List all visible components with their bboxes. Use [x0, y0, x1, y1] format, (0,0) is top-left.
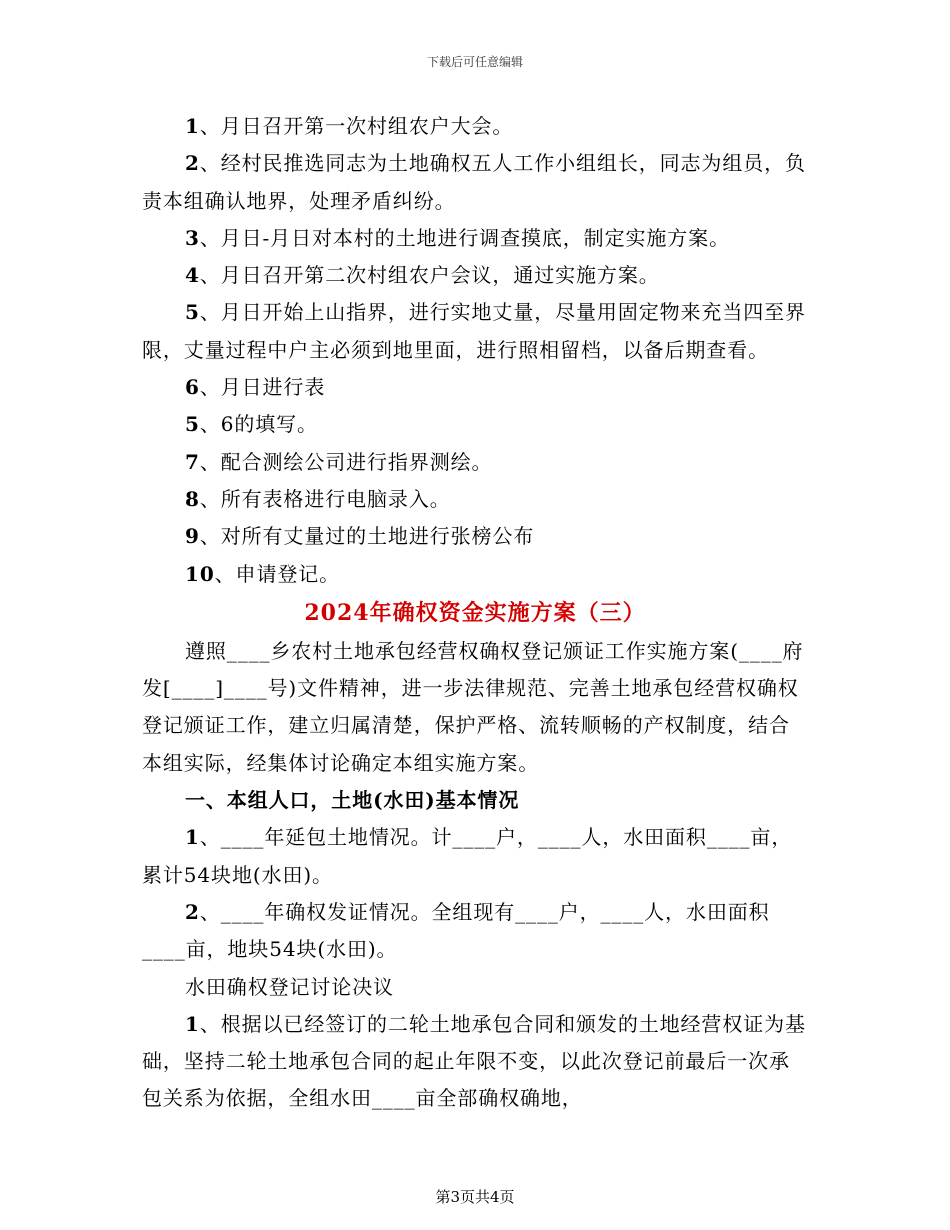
list-item: [142, 257, 808, 294]
item-text: 、经村民推选同志为土地确权五人工作小组组长，同志为组员，负责本组确认地界，处理矛盾纠纷。: [142, 151, 806, 213]
page-header: 下载后可任意编辑: [426, 55, 523, 69]
item-number: 1: [185, 114, 200, 138]
item-text: 、所有表格进行电脑录入。: [199, 486, 451, 511]
list-item: [142, 518, 808, 555]
item-text: 、月日进行表: [199, 375, 326, 400]
list-item: [142, 369, 808, 406]
item-number: 1: [185, 1011, 200, 1036]
list-item: [142, 556, 808, 593]
item-text: 、月日-月日对本村的土地进行调查摸底，制定实施方案。: [199, 225, 730, 250]
list-item: [142, 406, 808, 443]
item-text: 、申请登记。: [214, 561, 341, 586]
item-text: 、____年确权发证情况。全组现有____户，____人，水田面积____亩，地块54块(水田)。: [142, 899, 770, 962]
item-number: 9: [185, 524, 200, 549]
list-item: [142, 294, 808, 369]
item-number: 5: [185, 300, 200, 325]
item-number: 2: [185, 899, 200, 924]
list-item: [142, 220, 808, 257]
list-item: [142, 108, 808, 145]
item-number: 7: [185, 449, 200, 474]
intro-paragraph: 遵照____乡农村土地承包经营权确权登记颁证工作实施方案(____府发[____]____号)文件精神，进一步法律规范、完善土地承包经营权确权登记颁证工作，建立归属清楚，保护严格、流转顺畅的产权制度，结合本组实际，经集体讨论确定本组实施方案。: [142, 638, 804, 775]
item-number: 1: [185, 825, 200, 850]
section-title: 2024年确权资金实施方案（三）: [304, 599, 646, 626]
item-text: 、月日开始上山指界，进行实地丈量，尽量用固定物来充当四至界限，丈量过程中户主必须到地里面，进行照相留档，以备后期查看。: [142, 300, 806, 362]
item-text: 、6的填写。: [199, 412, 318, 437]
item-number: 2: [185, 151, 200, 176]
page-footer: 第3页共4页: [435, 1188, 515, 1206]
list-item: [142, 145, 808, 220]
section-heading: 一、本组人口，土地(水田)基本情况: [185, 788, 520, 813]
item-text: 、月日召开第一次村组农户大会。: [199, 114, 514, 138]
item-text: 、配合测绘公司进行指界测绘。: [199, 449, 493, 474]
item-number: 8: [185, 486, 200, 511]
list-item: [142, 444, 808, 481]
list-item: [142, 1006, 808, 1118]
document-body: [142, 108, 808, 1118]
item-number: 6: [185, 375, 200, 400]
item-text: 、对所有丈量过的土地进行张榜公布: [199, 524, 535, 549]
item-number: 4: [185, 263, 200, 288]
item-number: 3: [185, 225, 200, 250]
list-item: [142, 819, 808, 894]
list-item: [142, 481, 808, 518]
list-item: [142, 894, 808, 969]
item-text: 、根据以已经签订的二轮土地承包合同和颁发的土地经营权证为基础，坚持二轮土地承包合同的起止年限不变，以此次登记前最后一次承包关系为依据，全组水田____亩全部确权确地，: [142, 1011, 806, 1111]
item-number: 5: [185, 412, 200, 437]
item-text: 、____年延包土地情况。计____户，____人，水田面积____亩，累计54块地(水田)。: [142, 825, 793, 887]
item-text: 、月日召开第二次村组农户会议，通过实施方案。: [199, 263, 660, 288]
subheading: 水田确权登记讨论决议: [185, 974, 394, 999]
item-number: 10: [185, 561, 215, 586]
